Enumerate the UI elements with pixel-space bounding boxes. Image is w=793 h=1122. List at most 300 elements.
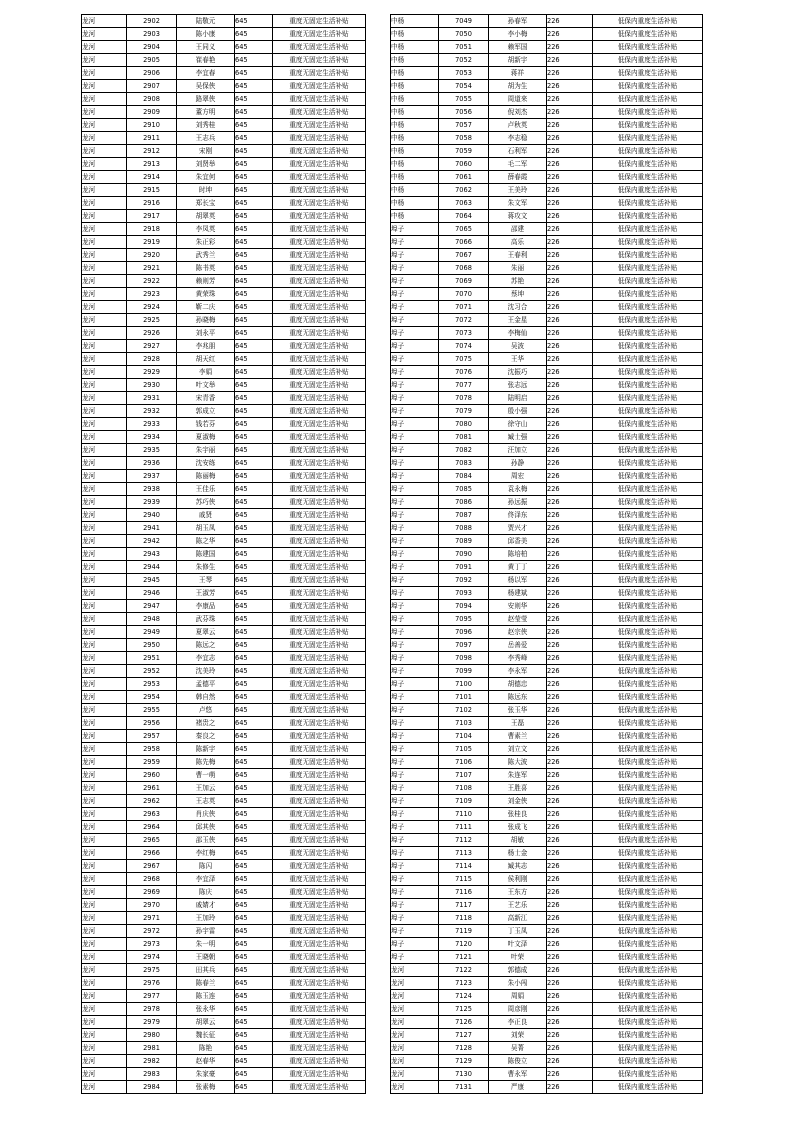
subsidy-type-cell: 低保内重度生活补贴 [593, 80, 703, 93]
area-cell: 埠子 [391, 704, 439, 717]
table-row [82, 444, 366, 457]
subsidy-type-cell: 重度无固定生活补贴 [273, 158, 366, 171]
name-cell: 赵宗侠 [489, 626, 547, 639]
subsidy-type-cell: 重度无固定生活补贴 [273, 327, 366, 340]
area-cell: 埠子 [391, 717, 439, 730]
name-cell: 魏长征 [177, 1029, 235, 1042]
subsidy-type-cell: 低保内重度生活补贴 [593, 730, 703, 743]
amount-cell: 645 [235, 80, 273, 93]
name-cell: 时坤 [177, 184, 235, 197]
amount-cell: 226 [547, 977, 593, 990]
area-cell: 中杨 [391, 197, 439, 210]
table-row [391, 613, 703, 626]
subsidy-type-cell: 低保内重度生活补贴 [593, 223, 703, 236]
table-row [391, 301, 703, 314]
name-cell: 吴波 [489, 340, 547, 353]
amount-cell: 226 [547, 223, 593, 236]
name-cell: 严康 [489, 1081, 547, 1094]
subsidy-type-cell: 重度无固定生活补贴 [273, 106, 366, 119]
name-cell: 朱丽 [489, 262, 547, 275]
number-cell: 2973 [127, 938, 177, 951]
amount-cell: 226 [547, 1016, 593, 1029]
name-cell: 王琴 [177, 574, 235, 587]
table-row [391, 808, 703, 821]
amount-cell: 226 [547, 990, 593, 1003]
subsidy-type-cell: 低保内重度生活补贴 [593, 418, 703, 431]
table-row [82, 1016, 366, 1029]
number-cell: 7105 [439, 743, 489, 756]
subsidy-type-cell: 低保内重度生活补贴 [593, 652, 703, 665]
subsidy-type-cell: 低保内重度生活补贴 [593, 886, 703, 899]
amount-cell: 226 [547, 535, 593, 548]
area-cell: 中杨 [391, 15, 439, 28]
number-cell: 7119 [439, 925, 489, 938]
table-row [82, 301, 366, 314]
amount-cell: 226 [547, 314, 593, 327]
name-cell: 叶文泽 [489, 938, 547, 951]
subsidy-type-cell: 低保内重度生活补贴 [593, 1055, 703, 1068]
name-cell: 李小梅 [489, 28, 547, 41]
table-row [82, 171, 366, 184]
table-row [391, 210, 703, 223]
name-cell: 佟泽东 [489, 509, 547, 522]
name-cell: 岳善爱 [489, 639, 547, 652]
table-row [82, 925, 366, 938]
name-cell: 叶荣 [489, 951, 547, 964]
area-cell: 龙河 [82, 951, 127, 964]
amount-cell: 226 [547, 93, 593, 106]
area-cell: 龙河 [82, 886, 127, 899]
area-cell: 龙河 [82, 1055, 127, 1068]
name-cell: 王华 [489, 353, 547, 366]
number-cell: 7071 [439, 301, 489, 314]
number-cell: 7129 [439, 1055, 489, 1068]
name-cell: 殷小强 [489, 405, 547, 418]
number-cell: 2919 [127, 236, 177, 249]
area-cell: 龙河 [82, 535, 127, 548]
name-cell: 邵建 [489, 223, 547, 236]
table-row [82, 795, 366, 808]
subsidy-type-cell: 重度无固定生活补贴 [273, 522, 366, 535]
table-row [82, 821, 366, 834]
subsidy-type-cell: 重度无固定生活补贴 [273, 691, 366, 704]
number-cell: 7069 [439, 275, 489, 288]
area-cell: 龙河 [82, 1081, 127, 1094]
area-cell: 埠子 [391, 912, 439, 925]
area-cell: 龙河 [391, 1042, 439, 1055]
area-cell: 埠子 [391, 665, 439, 678]
name-cell: 王淑芳 [177, 587, 235, 600]
subsidy-type-cell: 低保内重度生活补贴 [593, 1029, 703, 1042]
table-row [82, 964, 366, 977]
subsidy-type-cell: 低保内重度生活补贴 [593, 197, 703, 210]
area-cell: 龙河 [82, 600, 127, 613]
area-cell: 中杨 [391, 54, 439, 67]
table-row [82, 639, 366, 652]
subsidy-type-cell: 低保内重度生活补贴 [593, 977, 703, 990]
area-cell: 埠子 [391, 548, 439, 561]
table-row [82, 41, 366, 54]
amount-cell: 226 [547, 1081, 593, 1094]
table-row [82, 834, 366, 847]
amount-cell: 645 [235, 67, 273, 80]
name-cell: 王加云 [177, 782, 235, 795]
number-cell: 2950 [127, 639, 177, 652]
area-cell: 埠子 [391, 678, 439, 691]
amount-cell: 645 [235, 431, 273, 444]
amount-cell: 226 [547, 561, 593, 574]
subsidy-type-cell: 重度无固定生活补贴 [273, 899, 366, 912]
subsidy-type-cell: 低保内重度生活补贴 [593, 314, 703, 327]
subsidy-type-cell: 重度无固定生活补贴 [273, 184, 366, 197]
number-cell: 2969 [127, 886, 177, 899]
table-row [391, 860, 703, 873]
number-cell: 2907 [127, 80, 177, 93]
area-cell: 埠子 [391, 587, 439, 600]
amount-cell: 226 [547, 743, 593, 756]
subsidy-type-cell: 低保内重度生活补贴 [593, 756, 703, 769]
area-cell: 龙河 [82, 301, 127, 314]
name-cell: 赖军国 [489, 41, 547, 54]
table-row [82, 522, 366, 535]
name-cell: 靳二庆 [177, 301, 235, 314]
number-cell: 2930 [127, 379, 177, 392]
table-row [391, 977, 703, 990]
subsidy-type-cell: 重度无固定生活补贴 [273, 977, 366, 990]
table-row [391, 132, 703, 145]
amount-cell: 645 [235, 1042, 273, 1055]
name-cell: 卢悠 [177, 704, 235, 717]
subsidy-type-cell: 低保内重度生活补贴 [593, 431, 703, 444]
subsidy-type-cell: 重度无固定生活补贴 [273, 366, 366, 379]
subsidy-type-cell: 低保内重度生活补贴 [593, 67, 703, 80]
table-row [391, 782, 703, 795]
subsidy-type-cell: 重度无固定生活补贴 [273, 834, 366, 847]
name-cell: 张素梅 [177, 1081, 235, 1094]
number-cell: 2927 [127, 340, 177, 353]
table-row [391, 704, 703, 717]
table-row [391, 535, 703, 548]
number-cell: 7057 [439, 119, 489, 132]
number-cell: 7125 [439, 1003, 489, 1016]
area-cell: 龙河 [82, 353, 127, 366]
table-row [391, 262, 703, 275]
area-cell: 埠子 [391, 691, 439, 704]
amount-cell: 645 [235, 288, 273, 301]
table-row [82, 457, 366, 470]
subsidy-type-cell: 重度无固定生活补贴 [273, 1042, 366, 1055]
name-cell: 陈艳 [177, 1042, 235, 1055]
amount-cell: 226 [547, 860, 593, 873]
table-row [82, 418, 366, 431]
amount-cell: 645 [235, 314, 273, 327]
name-cell: 徐守山 [489, 418, 547, 431]
subsidy-type-cell: 低保内重度生活补贴 [593, 327, 703, 340]
amount-cell: 226 [547, 171, 593, 184]
area-cell: 龙河 [82, 652, 127, 665]
subsidy-type-cell: 重度无固定生活补贴 [273, 964, 366, 977]
subsidy-type-cell: 重度无固定生活补贴 [273, 509, 366, 522]
name-cell: 朱宇丽 [177, 444, 235, 457]
number-cell: 7098 [439, 652, 489, 665]
area-cell: 龙河 [82, 990, 127, 1003]
amount-cell: 645 [235, 184, 273, 197]
number-cell: 2978 [127, 1003, 177, 1016]
subsidy-type-cell: 重度无固定生活补贴 [273, 431, 366, 444]
table-row [391, 1029, 703, 1042]
area-cell: 龙河 [82, 262, 127, 275]
table-row [391, 184, 703, 197]
amount-cell: 645 [235, 197, 273, 210]
area-cell: 龙河 [82, 106, 127, 119]
table-row [82, 353, 366, 366]
table-row [82, 288, 366, 301]
amount-cell: 645 [235, 496, 273, 509]
amount-cell: 645 [235, 366, 273, 379]
name-cell: 刘金侠 [489, 795, 547, 808]
amount-cell: 645 [235, 574, 273, 587]
area-cell: 埠子 [391, 925, 439, 938]
amount-cell: 645 [235, 223, 273, 236]
number-cell: 7109 [439, 795, 489, 808]
subsidy-type-cell: 重度无固定生活补贴 [273, 860, 366, 873]
amount-cell: 645 [235, 847, 273, 860]
table-row [391, 392, 703, 405]
amount-cell: 645 [235, 912, 273, 925]
number-cell: 7085 [439, 483, 489, 496]
name-cell: 陈建国 [177, 548, 235, 561]
amount-cell: 645 [235, 886, 273, 899]
amount-cell: 645 [235, 561, 273, 574]
name-cell: 王佳乐 [177, 483, 235, 496]
area-cell: 龙河 [391, 990, 439, 1003]
table-row [391, 717, 703, 730]
table-row [391, 15, 703, 28]
area-cell: 埠子 [391, 431, 439, 444]
subsidy-type-cell: 低保内重度生活补贴 [593, 639, 703, 652]
amount-cell: 645 [235, 925, 273, 938]
table-row [391, 1068, 703, 1081]
amount-cell: 226 [547, 639, 593, 652]
table-row [391, 990, 703, 1003]
name-cell: 赵莹莹 [489, 613, 547, 626]
table-row [391, 444, 703, 457]
amount-cell: 226 [547, 288, 593, 301]
table-row [82, 392, 366, 405]
amount-cell: 645 [235, 379, 273, 392]
number-cell: 2924 [127, 301, 177, 314]
table-row [391, 561, 703, 574]
table-row [82, 691, 366, 704]
name-cell: 朱小闯 [489, 977, 547, 990]
area-cell: 龙河 [82, 366, 127, 379]
amount-cell: 226 [547, 366, 593, 379]
number-cell: 7059 [439, 145, 489, 158]
number-cell: 7091 [439, 561, 489, 574]
subsidy-type-cell: 重度无固定生活补贴 [273, 67, 366, 80]
name-cell: 张志远 [489, 379, 547, 392]
name-cell: 宋青香 [177, 392, 235, 405]
amount-cell: 645 [235, 249, 273, 262]
amount-cell: 645 [235, 145, 273, 158]
name-cell: 孙春军 [489, 15, 547, 28]
amount-cell: 645 [235, 275, 273, 288]
number-cell: 7084 [439, 470, 489, 483]
table-row [391, 1042, 703, 1055]
number-cell: 2923 [127, 288, 177, 301]
table-row [391, 509, 703, 522]
number-cell: 7080 [439, 418, 489, 431]
area-cell: 龙河 [391, 1029, 439, 1042]
subsidy-type-cell: 低保内重度生活补贴 [593, 249, 703, 262]
name-cell: 褚贵之 [177, 717, 235, 730]
subsidy-type-cell: 低保内重度生活补贴 [593, 1003, 703, 1016]
name-cell: 卢秋英 [489, 119, 547, 132]
amount-cell: 226 [547, 431, 593, 444]
subsidy-type-cell: 低保内重度生活补贴 [593, 28, 703, 41]
table-row [391, 457, 703, 470]
area-cell: 龙河 [82, 561, 127, 574]
name-cell: 胡翠云 [177, 1016, 235, 1029]
subsidy-type-cell: 重度无固定生活补贴 [273, 223, 366, 236]
subsidy-type-cell: 重度无固定生活补贴 [273, 613, 366, 626]
subsidy-type-cell: 重度无固定生活补贴 [273, 93, 366, 106]
number-cell: 2939 [127, 496, 177, 509]
area-cell: 埠子 [391, 340, 439, 353]
amount-cell: 226 [547, 132, 593, 145]
area-cell: 埠子 [391, 795, 439, 808]
table-row [391, 652, 703, 665]
amount-cell: 645 [235, 93, 273, 106]
amount-cell: 645 [235, 899, 273, 912]
subsidy-type-cell: 重度无固定生活补贴 [273, 951, 366, 964]
name-cell: 沈振巧 [489, 366, 547, 379]
number-cell: 7088 [439, 522, 489, 535]
area-cell: 龙河 [82, 847, 127, 860]
subsidy-type-cell: 重度无固定生活补贴 [273, 678, 366, 691]
number-cell: 2912 [127, 145, 177, 158]
area-cell: 龙河 [82, 418, 127, 431]
table-row [391, 1081, 703, 1094]
number-cell: 2931 [127, 392, 177, 405]
name-cell: 孙远振 [489, 496, 547, 509]
name-cell: 李康品 [177, 600, 235, 613]
subsidy-type-cell: 重度无固定生活补贴 [273, 288, 366, 301]
number-cell: 2971 [127, 912, 177, 925]
subsidy-type-cell: 重度无固定生活补贴 [273, 210, 366, 223]
name-cell: 胡翠英 [177, 210, 235, 223]
number-cell: 2909 [127, 106, 177, 119]
subsidy-type-cell: 重度无固定生活补贴 [273, 652, 366, 665]
area-cell: 龙河 [82, 1042, 127, 1055]
amount-cell: 645 [235, 951, 273, 964]
subsidy-type-cell: 重度无固定生活补贴 [273, 782, 366, 795]
table-row [391, 483, 703, 496]
number-cell: 7104 [439, 730, 489, 743]
table-row [82, 899, 366, 912]
area-cell: 埠子 [391, 262, 439, 275]
area-cell: 龙河 [391, 977, 439, 990]
name-cell: 孟德平 [177, 678, 235, 691]
area-cell: 埠子 [391, 873, 439, 886]
number-cell: 2904 [127, 41, 177, 54]
area-cell: 埠子 [391, 626, 439, 639]
subsidy-type-cell: 重度无固定生活补贴 [273, 379, 366, 392]
number-cell: 7078 [439, 392, 489, 405]
amount-cell: 226 [547, 262, 593, 275]
amount-cell: 645 [235, 457, 273, 470]
table-row [82, 626, 366, 639]
name-cell: 戚贤 [177, 509, 235, 522]
area-cell: 龙河 [82, 470, 127, 483]
name-cell: 宋刚 [177, 145, 235, 158]
amount-cell: 226 [547, 795, 593, 808]
name-cell: 朱正彩 [177, 236, 235, 249]
table-row [82, 249, 366, 262]
table-row [82, 327, 366, 340]
amount-cell: 226 [547, 769, 593, 782]
name-cell: 刘贤举 [177, 158, 235, 171]
number-cell: 2954 [127, 691, 177, 704]
area-cell: 龙河 [82, 509, 127, 522]
name-cell: 侯利刚 [489, 873, 547, 886]
number-cell: 7049 [439, 15, 489, 28]
area-cell: 埠子 [391, 496, 439, 509]
area-cell: 中杨 [391, 28, 439, 41]
name-cell: 李宜志 [177, 652, 235, 665]
table-row [82, 808, 366, 821]
amount-cell: 226 [547, 652, 593, 665]
number-cell: 2955 [127, 704, 177, 717]
area-cell: 龙河 [391, 1081, 439, 1094]
subsidy-type-cell: 重度无固定生活补贴 [273, 145, 366, 158]
number-cell: 2946 [127, 587, 177, 600]
table-row [391, 158, 703, 171]
number-cell: 2977 [127, 990, 177, 1003]
subsidy-type-cell: 低保内重度生活补贴 [593, 340, 703, 353]
amount-cell: 226 [547, 756, 593, 769]
amount-cell: 645 [235, 704, 273, 717]
amount-cell: 226 [547, 717, 593, 730]
subsidy-type-cell: 低保内重度生活补贴 [593, 847, 703, 860]
name-cell: 王志英 [177, 795, 235, 808]
area-cell: 龙河 [82, 145, 127, 158]
amount-cell: 226 [547, 1068, 593, 1081]
name-cell: 陈远之 [177, 639, 235, 652]
name-cell: 蒋祥 [489, 67, 547, 80]
subsidy-type-cell: 重度无固定生活补贴 [273, 873, 366, 886]
area-cell: 龙河 [82, 678, 127, 691]
table-row [391, 847, 703, 860]
number-cell: 7077 [439, 379, 489, 392]
table-row [82, 431, 366, 444]
name-cell: 陆明启 [489, 392, 547, 405]
amount-cell: 645 [235, 158, 273, 171]
subsidy-type-cell: 重度无固定生活补贴 [273, 171, 366, 184]
table-row [82, 847, 366, 860]
area-cell: 中杨 [391, 93, 439, 106]
subsidy-type-cell: 低保内重度生活补贴 [593, 873, 703, 886]
subsidy-type-cell: 重度无固定生活补贴 [273, 197, 366, 210]
area-cell: 龙河 [82, 860, 127, 873]
table-row [391, 67, 703, 80]
subsidy-type-cell: 低保内重度生活补贴 [593, 41, 703, 54]
name-cell: 蔡坤 [489, 288, 547, 301]
amount-cell: 226 [547, 184, 593, 197]
subsidy-type-cell: 重度无固定生活补贴 [273, 80, 366, 93]
subsidy-type-cell: 重度无固定生活补贴 [273, 1081, 366, 1094]
amount-cell: 645 [235, 548, 273, 561]
